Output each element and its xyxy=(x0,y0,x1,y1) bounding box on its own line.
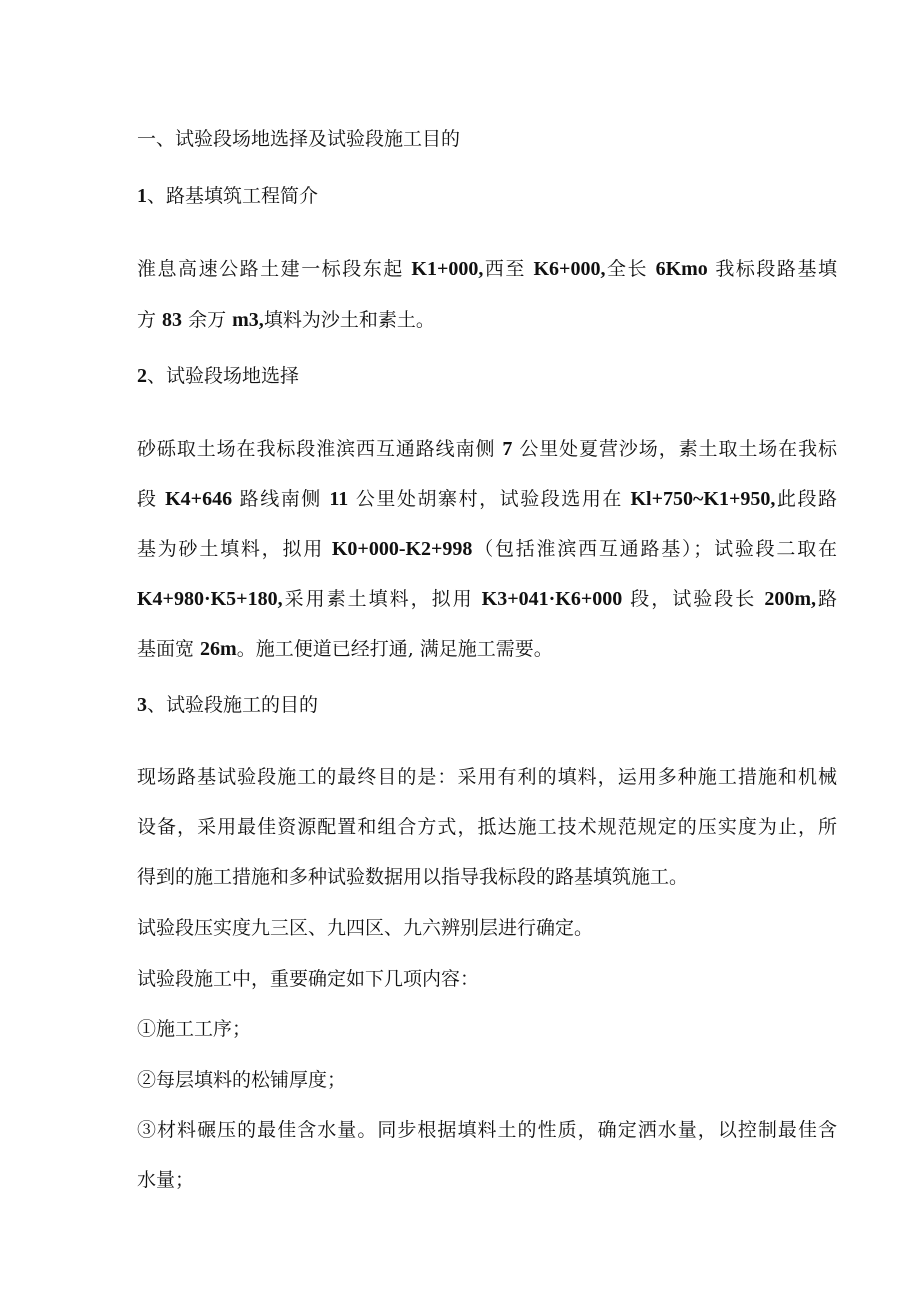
text-run: 西至 xyxy=(483,258,534,280)
para-3-line-3: 得到的施工措施和多种试验数据用以指导我标段的路基填筑施工。 xyxy=(137,866,689,888)
para-5: 试验段施工中，重要确定如下几项内容： xyxy=(137,968,480,990)
bold-value: K3+041·K6+000 xyxy=(481,588,623,610)
text-run: 基为砂土填料，拟用 xyxy=(137,538,332,560)
para-2-line-1 xyxy=(137,436,837,462)
text-run: 全长 xyxy=(605,258,656,280)
bold-value: K4+646 xyxy=(165,488,233,510)
list-item-1: ①施工工序； xyxy=(137,1018,252,1040)
text-run: 路 xyxy=(815,588,837,610)
text-run: 基面宽 xyxy=(137,638,201,660)
bold-value: m3, xyxy=(232,309,264,331)
bold-value: K0+000-K2+998 xyxy=(331,538,473,560)
text-run: 路线南侧 xyxy=(232,488,330,510)
text-run: （包括淮滨西互通路基）；试验段二取在 xyxy=(472,538,837,560)
para-1-line-1 xyxy=(137,256,837,282)
text-run: 淮息高速公路土建一标段东起 xyxy=(137,258,412,280)
section-3-heading xyxy=(137,692,837,718)
text-run: 。施工便道已经打通, 满足施工需要。 xyxy=(236,638,553,660)
bold-value: K1+000, xyxy=(411,258,484,280)
para-2-line-2 xyxy=(137,486,837,512)
para-2-line-5 xyxy=(137,636,837,662)
section-3-number: 3 xyxy=(137,694,147,716)
para-2-line-3 xyxy=(137,536,837,562)
section-2-heading xyxy=(137,363,837,389)
text-run: 此段路 xyxy=(775,488,837,510)
section-1-number: 1 xyxy=(137,185,147,207)
text-run: 段，试验段长 xyxy=(622,588,765,610)
text-run: 余万 xyxy=(182,309,233,331)
text-run: 方 xyxy=(137,309,163,331)
bold-value: 6Kmo xyxy=(655,258,708,280)
list-item-3-line-2: 水量； xyxy=(137,1169,195,1191)
section-1-heading xyxy=(137,183,837,209)
section-3-title: 、试验段施工的目的 xyxy=(147,694,319,716)
text-run: 砂砾取土场在我标段淮滨西互通路线南侧 xyxy=(137,438,503,460)
text-run: 公里处夏营沙场，素土取土场在我标 xyxy=(512,438,837,460)
para-3-line-2: 设备，采用最佳资源配置和组合方式，抵达施工技术规范规定的压实度为止，所 xyxy=(137,816,837,838)
section-2-title: 、试验段场地选择 xyxy=(147,365,300,387)
section-2-number: 2 xyxy=(137,365,147,387)
bold-value: Kl+750~K1+950, xyxy=(630,488,776,510)
heading-1 xyxy=(137,126,837,152)
section-1-title: 、路基填筑工程简介 xyxy=(147,185,319,207)
text-run: 填料为沙土和素土。 xyxy=(263,309,435,331)
text-run: 段 xyxy=(137,488,166,510)
text-run: 我标段路基填 xyxy=(707,258,837,280)
bold-value: 26m xyxy=(200,638,237,660)
text-run: 采用素土填料，拟用 xyxy=(282,588,482,610)
list-item-3-line-1: ③材料碾压的最佳含水量。同步根据填料土的性质，确定洒水量，以控制最佳含 xyxy=(137,1119,837,1141)
bold-value: 7 xyxy=(502,438,513,460)
bold-value: 11 xyxy=(329,488,349,510)
text-run: 公里处胡寨村，试验段选用在 xyxy=(348,488,631,510)
para-3-line-1: 现场路基试验段施工的最终目的是：采用有利的填料，运用多种施工措施和机械 xyxy=(137,766,837,788)
list-item-2: ②每层填料的松铺厚度； xyxy=(137,1069,347,1091)
bold-value: K4+980·K5+180, xyxy=(137,588,283,610)
bold-value: 200m, xyxy=(764,588,816,610)
para-4: 试验段压实度九三区、九四区、九六辨别层进行确定。 xyxy=(137,917,594,939)
bold-value: K6+000, xyxy=(533,258,606,280)
para-2-line-4 xyxy=(137,586,837,612)
para-1-line-2 xyxy=(137,307,837,333)
heading-1-text: 一、试验段场地选择及试验段施工目的 xyxy=(137,128,461,150)
bold-value: 83 xyxy=(162,309,183,331)
